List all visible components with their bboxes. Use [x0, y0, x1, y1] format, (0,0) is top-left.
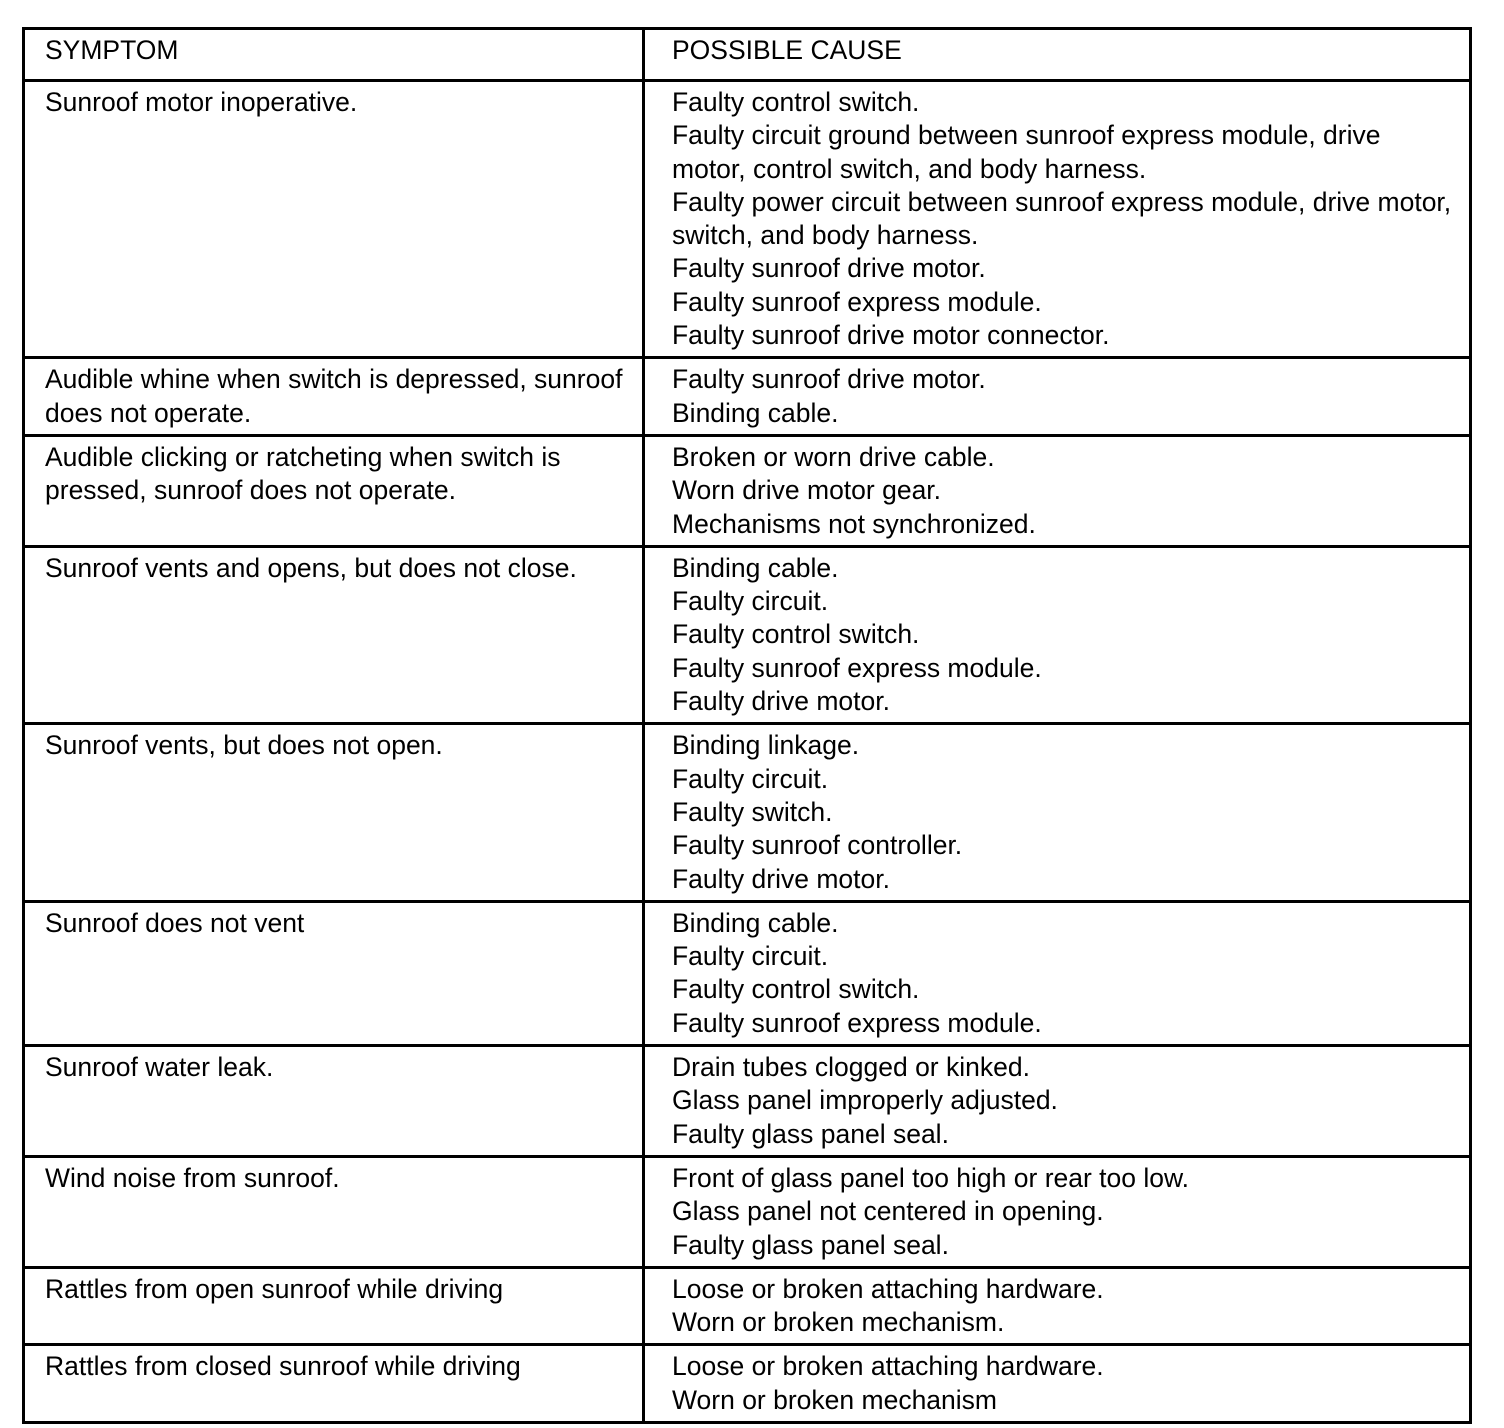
possible-cause-cell	[644, 724, 1471, 901]
cause-item: Faulty control switch.	[672, 87, 920, 117]
table-row	[24, 1156, 1471, 1267]
cause-item: Worn or broken mechanism	[672, 1384, 998, 1415]
symptom-cell: Sunroof vents and opens, but does not close.	[24, 546, 644, 723]
cause-item: Binding linkage.	[672, 730, 860, 761]
cause-item: Binding cable.	[672, 907, 839, 938]
cause-item: Faulty sunroof drive motor connector.	[672, 320, 1110, 351]
symptom-cell: Rattles from open sunroof while driving	[24, 1267, 644, 1345]
cause-item: Loose or broken attaching hardware.	[672, 1273, 1104, 1304]
table-row	[24, 1345, 1471, 1423]
cause-item: Mechanisms not synchronized.	[672, 508, 1036, 539]
table-row	[24, 358, 1471, 436]
cause-item: Faulty sunroof express module.	[672, 286, 1042, 317]
cause-item: Broken or worn drive cable.	[672, 441, 995, 472]
cause-item: Faulty circuit.	[672, 586, 829, 617]
cause-item: Faulty sunroof controller.	[672, 830, 963, 861]
possible-cause-column-header: POSSIBLE CAUSE	[644, 29, 1471, 81]
cause-item: Binding cable.	[672, 552, 839, 583]
table-header-row	[24, 29, 1471, 81]
table-row	[24, 1267, 1471, 1345]
symptom-column-header: SYMPTOM	[24, 29, 644, 81]
symptom-cell: Sunroof vents, but does not open.	[24, 724, 644, 901]
table-row	[24, 81, 1471, 358]
symptom-cell: Sunroof motor inoperative.	[24, 81, 644, 358]
cause-item: Worn drive motor gear.	[672, 475, 942, 506]
cause-item: Worn or broken mechanism.	[672, 1307, 1005, 1338]
cause-item: Faulty circuit.	[672, 763, 829, 794]
possible-cause-cell	[644, 81, 1471, 358]
cause-item: Front of glass panel too high or rear too low.	[672, 1162, 1190, 1193]
symptom-cell: Wind noise from sunroof.	[24, 1156, 644, 1267]
symptom-cell: Sunroof does not vent	[24, 901, 644, 1045]
cause-item: Faulty glass panel seal.	[672, 1118, 949, 1149]
diagnosis-table	[22, 27, 1472, 1424]
symptom-cell: Audible whine when switch is depressed, sunroof does not operate.	[24, 358, 644, 436]
cause-item: Faulty sunroof express module.	[672, 652, 1042, 683]
possible-cause-cell	[644, 1345, 1471, 1423]
cause-item: Glass panel not centered in opening.	[672, 1196, 1104, 1227]
table-row	[24, 435, 1471, 546]
table-row	[24, 1046, 1471, 1157]
possible-cause-cell	[644, 1046, 1471, 1157]
table-row	[24, 724, 1471, 901]
cause-item: Faulty circuit.	[672, 941, 829, 972]
cause-item: Faulty drive motor.	[672, 686, 890, 717]
cause-item: Loose or broken attaching hardware.	[672, 1351, 1104, 1382]
cause-item: Faulty control switch.	[672, 974, 920, 1005]
possible-cause-cell	[644, 435, 1471, 546]
possible-cause-cell	[644, 546, 1471, 723]
symptom-cell: Sunroof water leak.	[24, 1046, 644, 1157]
cause-item: Faulty control switch.	[672, 619, 920, 650]
cause-item: Faulty sunroof drive motor.	[672, 253, 986, 284]
cause-item: Faulty sunroof drive motor.	[672, 364, 986, 395]
table-row	[24, 546, 1471, 723]
possible-cause-cell	[644, 358, 1471, 436]
cause-item: Faulty circuit ground between sunroof express module, drive motor, control switch, and body harness.	[672, 120, 1381, 184]
symptom-cell: Rattles from closed sunroof while driving	[24, 1345, 644, 1423]
possible-cause-cell	[644, 901, 1471, 1045]
symptom-cell: Audible clicking or ratcheting when switch is pressed, sunroof does not operate.	[24, 435, 644, 546]
cause-item: Glass panel improperly adjusted.	[672, 1085, 1058, 1116]
cause-item: Binding cable.	[672, 397, 839, 428]
possible-cause-cell	[644, 1267, 1471, 1345]
cause-item: Faulty power circuit between sunroof express module, drive motor, switch, and body harness.	[672, 186, 1452, 251]
table-body	[24, 81, 1471, 1423]
cause-item: Faulty drive motor.	[672, 863, 890, 894]
table-row	[24, 901, 1471, 1045]
cause-item: Faulty sunroof express module.	[672, 1007, 1042, 1038]
cause-item: Faulty switch.	[672, 796, 833, 827]
cause-item: Faulty glass panel seal.	[672, 1229, 949, 1260]
cause-item: Drain tubes clogged or kinked.	[672, 1052, 1030, 1083]
possible-cause-cell	[644, 1156, 1471, 1267]
